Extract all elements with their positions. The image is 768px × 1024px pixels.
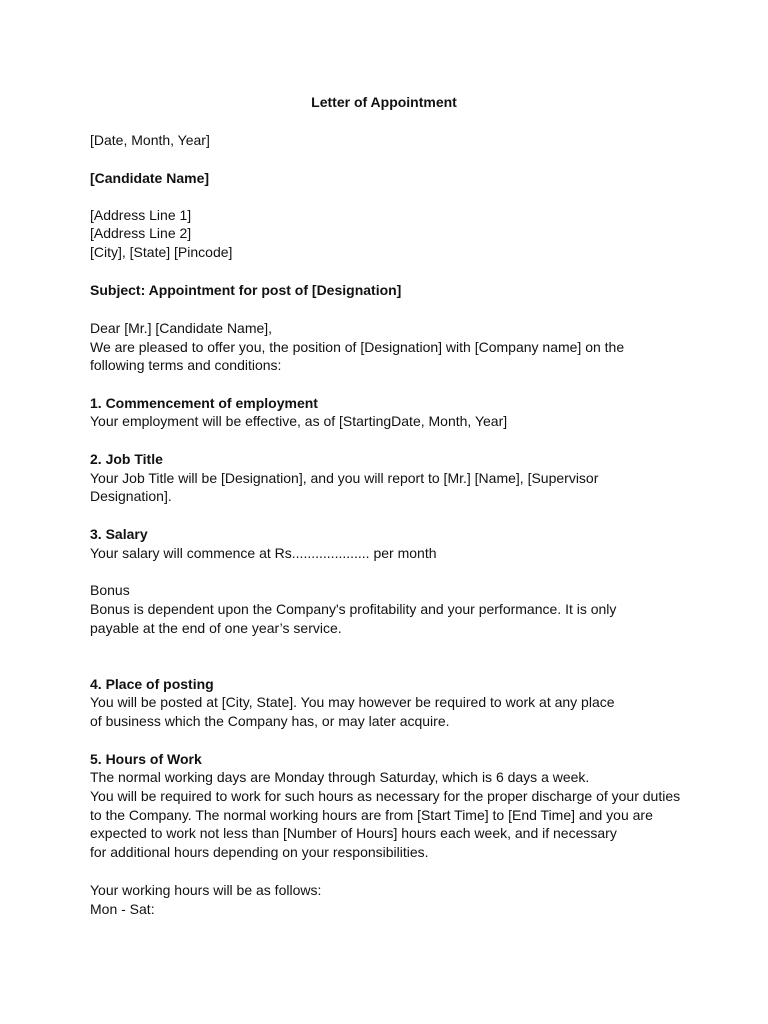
section-3-heading: 3. Salary [90, 526, 148, 542]
subject-line: Subject: Appointment for post of [Designation] [90, 282, 402, 298]
letter-date: [Date, Month, Year] [90, 132, 210, 148]
candidate-name: [Candidate Name] [90, 170, 210, 186]
section-2-heading: 2. Job Title [90, 451, 163, 467]
address-line-1: [Address Line 1] [90, 207, 192, 223]
section-5-text-line-4: expected to work not less than [Number of Hours] hours each week, and if necessary [90, 825, 617, 841]
document-title: Letter of Appointment [311, 94, 457, 110]
section-4-text-line-2: of business which the Company has, or may later acquire. [90, 713, 450, 729]
bonus-text-line-2: payable at the end of one year’s service. [90, 620, 342, 636]
section-4-heading: 4. Place of posting [90, 676, 214, 692]
section-5-text-line-1: The normal working days are Monday through Saturday, which is 6 days a week. [90, 769, 590, 785]
working-hours-schedule: Mon - Sat: [90, 901, 155, 917]
section-1-text: Your employment will be effective, as of [StartingDate, Month, Year] [90, 413, 508, 429]
address-city-state: [City], [State] [Pincode] [90, 244, 233, 260]
salutation: Dear [Mr.] [Candidate Name], [90, 320, 273, 336]
bonus-heading: Bonus [90, 582, 130, 598]
section-5-text-line-5: for additional hours depending on your responsibilities. [90, 844, 429, 860]
section-4-text-line-1: You will be posted at [City, State]. You may however be required to work at any place [90, 694, 615, 710]
bonus-text-line-1: Bonus is dependent upon the Company's profitability and your performance. It is only [90, 601, 617, 617]
section-5-heading: 5. Hours of Work [90, 751, 202, 767]
section-2-text-line-2: Designation]. [90, 488, 172, 504]
section-2-text-line-1: Your Job Title will be [Designation], and you will report to [Mr.] [Name], [Supervisor [90, 470, 599, 486]
section-5-text-line-2: You will be required to work for such hours as necessary for the proper discharge of your duties [90, 788, 681, 804]
section-1-heading: 1. Commencement of employment [90, 395, 318, 411]
address-line-2: [Address Line 2] [90, 225, 192, 241]
section-3-text: Your salary will commence at Rs.................... per month [90, 545, 437, 561]
working-hours-intro: Your working hours will be as follows: [90, 882, 322, 898]
section-5-text-line-3: to the Company. The normal working hours are from [Start Time] to [End Time] and you are [90, 807, 653, 823]
intro-line-2: following terms and conditions: [90, 357, 282, 373]
intro-line-1: We are pleased to offer you, the position of [Designation] with [Company name] on the [90, 339, 625, 355]
